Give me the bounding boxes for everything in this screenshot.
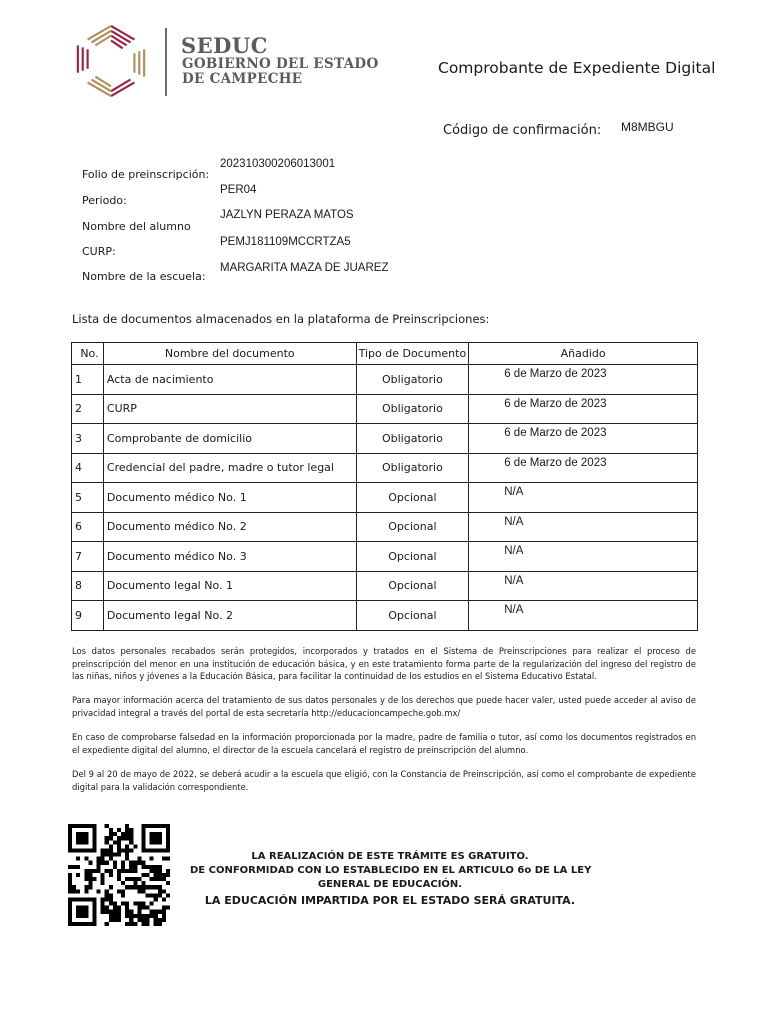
header-document-name: Nombre del documento [103, 343, 356, 365]
document-type: Opcional [356, 542, 469, 572]
seduc-logo-icon [72, 22, 150, 100]
document-name: Documento médico No. 2 [103, 512, 356, 542]
row-number: 5 [72, 483, 104, 513]
document-added: 6 de Marzo de 2023 [504, 456, 607, 469]
privacy-paragraph: Los datos personales recabados serán protegidos, incorporados y tratados en el Sistema de Preinscripciones para realizar el proceso de preinscripción del menor en una institución de educación básica, y en este tratamiento forma parte de la regularización del ingreso del registro de las niñas, niños y jóvenes a la Educación Básica, para facilitar la continuidad de los estudios en el Sistema Educativo Estatal. [72, 646, 696, 681]
document-type: Opcional [356, 512, 469, 542]
privacy-info-paragraph: Para mayor información acerca del tratamiento de sus datos personales y de los derechos que puede hacer valer, usted puede acceder al aviso de privacidad integral a través del portal de esta secretaría http://educacioncampeche.gob.mx/ [72, 695, 696, 718]
document-type: Opcional [356, 601, 469, 631]
documents-table [71, 342, 698, 631]
table-row [72, 483, 698, 513]
falsehood-paragraph: En caso de comprobarse falsedad en la información proporcionada por la madre, padre de familia o tutor, así como los documentos registrados en el expediente digital del alumno, el director de la escuela cancelará el registro de preinscripción del alumno. [72, 732, 696, 755]
document-name: Comprobante de domicilio [103, 424, 356, 454]
document-name: CURP [103, 394, 356, 424]
row-number: 3 [72, 424, 104, 454]
document-name: Documento legal No. 2 [103, 601, 356, 631]
documents-list-title: Lista de documentos almacenados en la plataforma de Preinscripciones: [72, 312, 490, 326]
row-number: 9 [72, 601, 104, 631]
header-no: No. [72, 343, 104, 365]
document-name: Credencial del padre, madre o tutor legal [103, 453, 356, 483]
document-type: Obligatorio [356, 365, 469, 395]
footer-line-1: LA REALIZACIÓN DE ESTE TRÁMITE ES GRATUITO. [251, 851, 529, 862]
escuela-value: MARGARITA MAZA DE JUAREZ [220, 262, 389, 274]
document-added: N/A [504, 604, 524, 617]
footer-line-2: DE CONFORMIDAD CON LO ESTABLECIDO EN EL ARTICULO 6o DE LA LEY [190, 865, 592, 876]
curp-label: CURP: [82, 245, 116, 258]
document-type: Opcional [356, 571, 469, 601]
logo-divider [165, 28, 167, 96]
periodo-label: Periodo: [82, 194, 127, 207]
deadline-paragraph: Del 9 al 20 de mayo de 2022, se deberá acudir a la escuela que eligió, con la Constancia de Preinscripción, así como el comprobante de expediente digital para la validación correspondiente. [72, 769, 696, 792]
confirmation-code: M8MBGU [621, 120, 674, 134]
document-added: N/A [504, 515, 524, 528]
row-number: 2 [72, 394, 104, 424]
footer-line-4: LA EDUCACIÓN IMPARTIDA POR EL ESTADO SERÁ GRATUITA. [204, 894, 576, 907]
header-added: Añadido [469, 343, 698, 365]
document-added: 6 de Marzo de 2023 [504, 397, 607, 410]
qr-code-icon [68, 824, 170, 926]
table-row [72, 453, 698, 483]
header-document-type: Tipo de Documento [356, 343, 469, 365]
document-added: N/A [504, 545, 524, 558]
logo-title: SEDUC [181, 33, 268, 58]
row-number: 7 [72, 542, 104, 572]
document-name: Acta de nacimiento [103, 365, 356, 395]
alumno-value: JAZLYN PERAZA MATOS [220, 209, 354, 221]
alumno-label: Nombre del alumno [82, 220, 191, 233]
document-name: Documento médico No. 3 [103, 542, 356, 572]
document-type: Obligatorio [356, 453, 469, 483]
document-type: Obligatorio [356, 424, 469, 454]
document-added: 6 de Marzo de 2023 [504, 427, 607, 440]
logo-subtitle-line1: GOBIERNO DEL ESTADO [182, 56, 379, 72]
table-header-row [72, 343, 698, 365]
table-row [72, 365, 698, 395]
footer-line-3: GENERAL DE EDUCACIÓN. [317, 879, 463, 890]
table-row [72, 601, 698, 631]
logo-subtitle-line2: DE CAMPECHE [182, 71, 303, 87]
table-row [72, 424, 698, 454]
row-number: 4 [72, 453, 104, 483]
document-added: N/A [504, 486, 524, 499]
document-name: Documento legal No. 1 [103, 571, 356, 601]
curp-value: PEMJ181109MCCRTZA5 [220, 236, 351, 248]
document-name: Documento médico No. 1 [103, 483, 356, 513]
confirmation-label: Código de confirmación: [443, 123, 602, 138]
row-number: 6 [72, 512, 104, 542]
table-row [72, 542, 698, 572]
periodo-value: PER04 [220, 184, 257, 196]
folio-value: 202310300206013001 [220, 158, 336, 170]
document-added: 6 de Marzo de 2023 [504, 368, 607, 381]
table-row [72, 571, 698, 601]
document-type: Obligatorio [356, 394, 469, 424]
row-number: 1 [72, 365, 104, 395]
document-added: N/A [504, 574, 524, 587]
table-row [72, 512, 698, 542]
escuela-label: Nombre de la escuela: [82, 270, 206, 283]
document-title: Comprobante de Expediente Digital [438, 59, 716, 77]
table-row [72, 394, 698, 424]
document-type: Opcional [356, 483, 469, 513]
row-number: 8 [72, 571, 104, 601]
folio-label: Folio de preinscripción: [82, 168, 210, 181]
